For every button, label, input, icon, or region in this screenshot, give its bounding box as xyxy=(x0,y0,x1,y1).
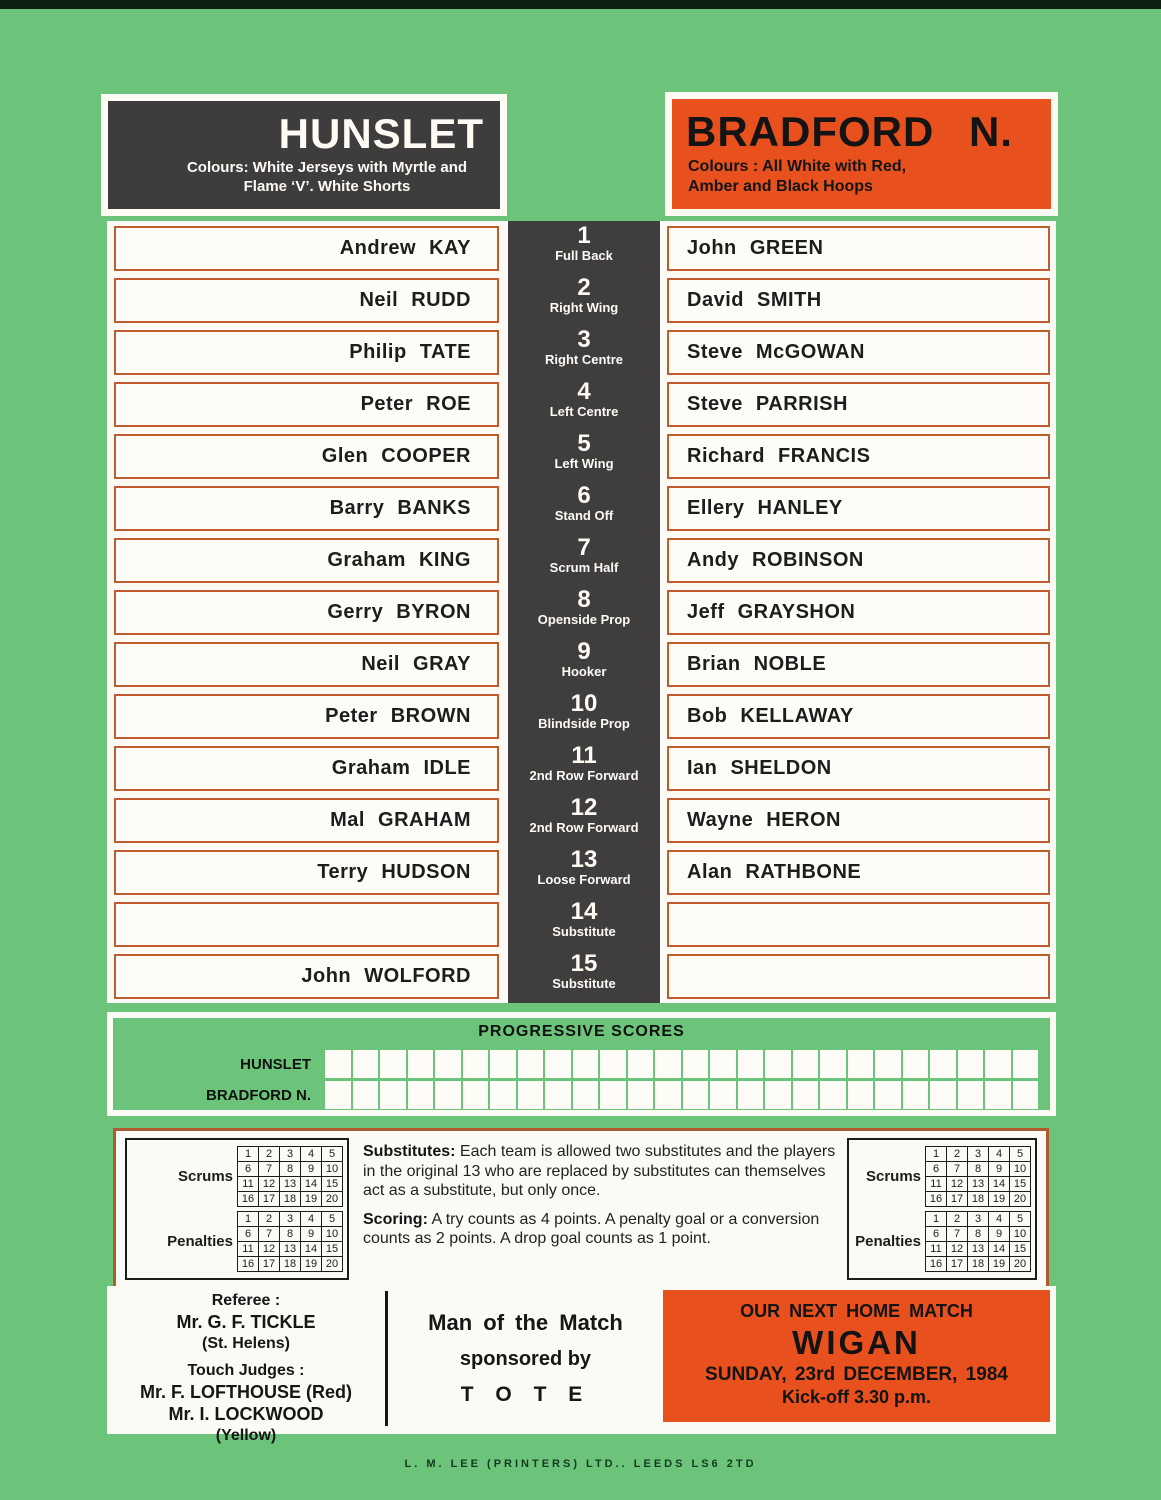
score-cell xyxy=(380,1050,406,1078)
score-cell xyxy=(903,1050,929,1078)
position-label: Blindside Prop xyxy=(538,716,630,731)
position-number: 1 xyxy=(577,222,591,249)
position-label: Right Centre xyxy=(545,352,623,367)
position-number: 11 xyxy=(571,742,597,769)
stat-cell: 12 xyxy=(947,1242,968,1257)
stat-cell: 15 xyxy=(1010,1177,1031,1192)
penalties-group xyxy=(853,1211,1031,1272)
next-match-kickoff: Kick-off 3.30 p.m. xyxy=(781,1387,932,1407)
stat-cell: 5 xyxy=(322,1212,343,1227)
score-cells xyxy=(325,1050,1038,1078)
score-cell xyxy=(765,1081,791,1109)
stat-cell: 1 xyxy=(238,1212,259,1227)
substitutes-rule-label: Substitutes: xyxy=(363,1143,456,1160)
score-cell xyxy=(820,1081,846,1109)
stat-cell: 17 xyxy=(947,1192,968,1207)
page-top-shadow xyxy=(0,0,1161,9)
away-player-box xyxy=(667,954,1050,999)
score-cell xyxy=(325,1081,351,1109)
officials xyxy=(107,1291,385,1446)
score-cell xyxy=(848,1081,874,1109)
away-player-box: Ellery HANLEY xyxy=(667,486,1050,531)
score-cell xyxy=(655,1081,681,1109)
penalties-grid xyxy=(237,1211,343,1272)
position-number: 3 xyxy=(577,326,591,353)
away-player-box xyxy=(667,902,1050,947)
stat-cell: 9 xyxy=(989,1162,1010,1177)
position-label: Full Back xyxy=(555,248,613,263)
stat-cell: 8 xyxy=(968,1227,989,1242)
stat-cell: 19 xyxy=(989,1192,1010,1207)
score-cell xyxy=(573,1081,599,1109)
home-player-box: John WOLFORD xyxy=(114,954,499,999)
stat-cell: 3 xyxy=(280,1147,301,1162)
score-cell xyxy=(793,1050,819,1078)
position-cell xyxy=(508,689,660,741)
stat-cell: 13 xyxy=(968,1177,989,1192)
home-player-box: Graham IDLE xyxy=(114,746,499,791)
stat-cell: 20 xyxy=(1010,1192,1031,1207)
stat-cell: 17 xyxy=(259,1192,280,1207)
substitutes-rule-body: Each team is allowed two substitutes and the players in the original 13 who are replaced by substitutes can themselves act as a substitute, but only once. xyxy=(363,1143,836,1200)
home-player-box: Terry HUDSON xyxy=(114,850,499,895)
stat-cell: 11 xyxy=(238,1177,259,1192)
home-player-box xyxy=(114,902,499,947)
home-player-box: Mal GRAHAM xyxy=(114,798,499,843)
stat-cell: 15 xyxy=(322,1242,343,1257)
stat-cell: 16 xyxy=(238,1257,259,1272)
home-colours-line2: Flame ‘V’. White Shorts xyxy=(243,178,411,195)
home-player-box: Andrew KAY xyxy=(114,226,499,271)
position-cell xyxy=(508,325,660,377)
position-label: Hooker xyxy=(561,664,607,679)
touch-judge-1: Mr. F. LOFTHOUSE (Red) xyxy=(139,1381,352,1402)
stat-cell: 20 xyxy=(322,1257,343,1272)
stat-cell: 5 xyxy=(1010,1212,1031,1227)
score-cell xyxy=(380,1081,406,1109)
penalties-label: Penalties xyxy=(167,1233,233,1250)
stat-cell: 7 xyxy=(947,1227,968,1242)
scrums-group xyxy=(853,1146,1031,1207)
position-label: Left Wing xyxy=(554,456,614,471)
home-players-column xyxy=(114,221,499,1006)
away-player-box: Bob KELLAWAY xyxy=(667,694,1050,739)
next-match-panel xyxy=(663,1290,1050,1422)
position-number: 2 xyxy=(577,274,591,301)
officials-spacer xyxy=(107,1354,385,1361)
score-cell xyxy=(765,1050,791,1078)
scrums-grid xyxy=(925,1146,1031,1207)
scrums-group xyxy=(131,1146,343,1207)
position-cell xyxy=(508,377,660,429)
away-player-box: Steve PARRISH xyxy=(667,382,1050,427)
position-label: Substitute xyxy=(552,924,616,939)
home-player-box: Glen COOPER xyxy=(114,434,499,479)
scrums-label: Scrums xyxy=(177,1168,233,1185)
next-match-date: SUNDAY, 23rd DECEMBER, 1984 xyxy=(705,1364,1008,1385)
position-label: Right Wing xyxy=(549,300,619,315)
referee-label: Referee : xyxy=(211,1292,281,1309)
score-cell xyxy=(545,1081,571,1109)
progressive-scores-panel xyxy=(107,1012,1056,1116)
home-team-name: HUNSLET xyxy=(278,110,484,158)
position-number: 13 xyxy=(570,846,598,873)
away-player-box: Alan RATHBONE xyxy=(667,850,1050,895)
motm-sponsor: T O T E xyxy=(460,1383,591,1406)
position-cell xyxy=(508,481,660,533)
stat-cell: 4 xyxy=(989,1212,1010,1227)
score-cell xyxy=(710,1050,736,1078)
position-number: 7 xyxy=(577,534,591,561)
away-player-box: Andy ROBINSON xyxy=(667,538,1050,583)
position-label: Openside Prop xyxy=(537,612,631,627)
score-cell xyxy=(985,1050,1011,1078)
stat-cell: 20 xyxy=(322,1192,343,1207)
stat-cell: 18 xyxy=(280,1192,301,1207)
position-cell xyxy=(508,429,660,481)
stat-cell: 19 xyxy=(989,1257,1010,1272)
touch-judge-2-colour: (Yellow) xyxy=(215,1426,277,1444)
stat-cell: 12 xyxy=(259,1177,280,1192)
score-cell xyxy=(353,1050,379,1078)
score-cell xyxy=(875,1050,901,1078)
home-player-box: Philip TATE xyxy=(114,330,499,375)
stat-cell: 17 xyxy=(259,1257,280,1272)
score-cell xyxy=(490,1081,516,1109)
referee-name: Mr. G. F. TICKLE xyxy=(176,1312,316,1332)
score-cell xyxy=(985,1081,1011,1109)
position-label: Scrum Half xyxy=(549,560,619,575)
position-cell xyxy=(508,273,660,325)
team-sheet xyxy=(107,221,1056,1003)
stat-cell: 14 xyxy=(301,1242,322,1257)
score-cell xyxy=(408,1081,434,1109)
position-number: 14 xyxy=(570,898,598,925)
next-match-opponent: WIGAN xyxy=(792,1324,921,1361)
score-cell xyxy=(820,1050,846,1078)
stat-cell: 4 xyxy=(301,1147,322,1162)
score-cell xyxy=(875,1081,901,1109)
home-player-box: Graham KING xyxy=(114,538,499,583)
stat-cell: 1 xyxy=(926,1212,947,1227)
score-cell xyxy=(600,1050,626,1078)
position-number: 10 xyxy=(570,690,598,717)
stat-cell: 14 xyxy=(301,1177,322,1192)
stat-cell: 3 xyxy=(968,1212,989,1227)
stat-cell: 18 xyxy=(968,1257,989,1272)
stat-cell: 11 xyxy=(926,1177,947,1192)
stat-cell: 16 xyxy=(926,1257,947,1272)
stat-cell: 15 xyxy=(322,1177,343,1192)
stat-cell: 5 xyxy=(322,1147,343,1162)
penalties-label: Penalties xyxy=(855,1233,921,1250)
score-cell xyxy=(463,1081,489,1109)
stats-box xyxy=(125,1138,349,1280)
score-rows xyxy=(113,1050,1050,1112)
stat-cell: 7 xyxy=(259,1162,280,1177)
score-cell xyxy=(463,1050,489,1078)
away-team-name: BRADFORD N. xyxy=(686,108,1013,155)
away-player-box: Ian SHELDON xyxy=(667,746,1050,791)
stat-cell: 6 xyxy=(238,1227,259,1242)
away-team-header-panel xyxy=(672,99,1051,209)
stat-cell: 13 xyxy=(968,1242,989,1257)
stat-cell: 18 xyxy=(280,1257,301,1272)
stat-cell: 15 xyxy=(1010,1242,1031,1257)
score-cell xyxy=(738,1081,764,1109)
home-player-box: Neil GRAY xyxy=(114,642,499,687)
position-number: 9 xyxy=(577,638,591,665)
away-player-box: Jeff GRAYSHON xyxy=(667,590,1050,635)
stat-cell: 1 xyxy=(926,1147,947,1162)
stat-cell: 2 xyxy=(259,1212,280,1227)
away-player-box: John GREEN xyxy=(667,226,1050,271)
stat-cell: 17 xyxy=(947,1257,968,1272)
score-team-label: HUNSLET xyxy=(240,1055,311,1073)
position-cell xyxy=(508,637,660,689)
stat-cell: 7 xyxy=(947,1162,968,1177)
stat-cell: 3 xyxy=(280,1212,301,1227)
score-cell xyxy=(848,1050,874,1078)
referee-club: (St. Helens) xyxy=(201,1334,290,1352)
score-row xyxy=(113,1050,1038,1078)
score-cell xyxy=(325,1050,351,1078)
score-cell xyxy=(683,1050,709,1078)
position-cell xyxy=(508,897,660,949)
score-team-label: BRADFORD N. xyxy=(206,1086,311,1104)
stat-cell: 2 xyxy=(259,1147,280,1162)
man-of-the-match xyxy=(388,1286,663,1407)
stat-cell: 4 xyxy=(301,1212,322,1227)
rules-text xyxy=(363,1142,843,1258)
stat-cell: 6 xyxy=(238,1162,259,1177)
stat-cell: 8 xyxy=(280,1162,301,1177)
away-colours-line2: Amber and Black Hoops xyxy=(688,178,873,195)
score-cell xyxy=(930,1050,956,1078)
score-cell xyxy=(435,1050,461,1078)
away-player-box: Wayne HERON xyxy=(667,798,1050,843)
stat-cell: 8 xyxy=(280,1227,301,1242)
score-cell xyxy=(958,1050,984,1078)
stat-cell: 12 xyxy=(259,1242,280,1257)
stat-cell: 8 xyxy=(968,1162,989,1177)
position-cell xyxy=(508,793,660,845)
stat-cell: 11 xyxy=(238,1242,259,1257)
score-cell xyxy=(490,1050,516,1078)
position-cell xyxy=(508,949,660,1001)
stat-cell: 5 xyxy=(1010,1147,1031,1162)
position-cell xyxy=(508,221,660,273)
stat-cell: 10 xyxy=(1010,1227,1031,1242)
scrums-grid xyxy=(237,1146,343,1207)
home-team-colours xyxy=(108,159,500,197)
stat-cell: 12 xyxy=(947,1177,968,1192)
position-label: Substitute xyxy=(552,976,616,991)
position-number: 6 xyxy=(577,482,591,509)
score-cell xyxy=(628,1081,654,1109)
scoring-rule-body: A try counts as 4 points. A penalty goal or a conversion counts as 2 points. A drop goal counts as 1 point. xyxy=(363,1210,820,1248)
home-team-header-panel xyxy=(108,101,500,209)
position-label: 2nd Row Forward xyxy=(529,820,639,835)
positions-column xyxy=(508,221,660,1003)
stat-cell: 20 xyxy=(1010,1257,1031,1272)
touch-judges-label: Touch Judges : xyxy=(187,1361,305,1379)
score-cell xyxy=(738,1050,764,1078)
position-number: 12 xyxy=(570,794,598,821)
stat-cell: 19 xyxy=(301,1192,322,1207)
penalties-group xyxy=(131,1211,343,1272)
score-cell xyxy=(435,1081,461,1109)
stat-cell: 3 xyxy=(968,1147,989,1162)
position-cell xyxy=(508,845,660,897)
stat-cell: 13 xyxy=(280,1177,301,1192)
score-cell xyxy=(1013,1050,1039,1078)
away-team-header xyxy=(665,92,1058,216)
home-player-box: Peter BROWN xyxy=(114,694,499,739)
away-players-column xyxy=(667,221,1050,1006)
stat-cell: 7 xyxy=(259,1227,280,1242)
score-cell xyxy=(683,1081,709,1109)
score-cell xyxy=(1013,1081,1039,1109)
position-number: 8 xyxy=(577,586,591,613)
home-team-header xyxy=(101,94,507,216)
stats-box xyxy=(847,1138,1037,1280)
position-label: Stand Off xyxy=(554,508,614,523)
position-cell xyxy=(508,533,660,585)
stat-cell: 9 xyxy=(989,1227,1010,1242)
home-player-box: Barry BANKS xyxy=(114,486,499,531)
home-player-box: Neil RUDD xyxy=(114,278,499,323)
score-cell xyxy=(518,1081,544,1109)
away-team-colours xyxy=(672,157,1051,197)
stat-cell: 19 xyxy=(301,1257,322,1272)
score-cell xyxy=(793,1081,819,1109)
substitutes-rule xyxy=(363,1142,843,1201)
score-cell xyxy=(930,1081,956,1109)
stat-cell: 10 xyxy=(1010,1162,1031,1177)
motm-line2: sponsored by xyxy=(459,1348,592,1370)
score-cells xyxy=(325,1081,1038,1109)
score-row xyxy=(113,1081,1038,1109)
position-number: 5 xyxy=(577,430,591,457)
stat-cell: 9 xyxy=(301,1227,322,1242)
position-label: Loose Forward xyxy=(537,872,631,887)
stat-cell: 18 xyxy=(968,1192,989,1207)
stat-cell: 11 xyxy=(926,1242,947,1257)
scoring-rule xyxy=(363,1210,843,1249)
position-number: 15 xyxy=(570,950,598,977)
stat-cell: 6 xyxy=(926,1227,947,1242)
stat-cell: 16 xyxy=(926,1192,947,1207)
rules-panel xyxy=(113,1128,1049,1289)
score-cell xyxy=(903,1081,929,1109)
footer-panel xyxy=(107,1286,1056,1444)
score-cell xyxy=(710,1081,736,1109)
away-player-box: Steve McGOWAN xyxy=(667,330,1050,375)
score-cell xyxy=(545,1050,571,1078)
score-cell xyxy=(600,1081,626,1109)
away-player-box: Brian NOBLE xyxy=(667,642,1050,687)
next-match-title: OUR NEXT HOME MATCH xyxy=(740,1301,973,1321)
home-player-box: Peter ROE xyxy=(114,382,499,427)
progressive-scores-title: PROGRESSIVE SCORES xyxy=(478,1023,685,1040)
home-colours-line1: Colours: White Jerseys with Myrtle and xyxy=(186,159,468,177)
stat-cell: 9 xyxy=(301,1162,322,1177)
stat-cell: 10 xyxy=(322,1162,343,1177)
stat-cell: 10 xyxy=(322,1227,343,1242)
position-number: 4 xyxy=(577,378,591,405)
stat-cell: 2 xyxy=(947,1147,968,1162)
score-cell xyxy=(353,1081,379,1109)
position-cell xyxy=(508,585,660,637)
score-cell xyxy=(958,1081,984,1109)
position-label: Left Centre xyxy=(549,404,619,419)
scoring-rule-label: Scoring: xyxy=(363,1210,428,1228)
home-player-box: Gerry BYRON xyxy=(114,590,499,635)
stat-cell: 16 xyxy=(238,1192,259,1207)
away-player-box: Richard FRANCIS xyxy=(667,434,1050,479)
score-cell xyxy=(518,1050,544,1078)
scrums-label: Scrums xyxy=(865,1168,921,1185)
away-player-box: David SMITH xyxy=(667,278,1050,323)
stat-cell: 1 xyxy=(238,1147,259,1162)
score-cell xyxy=(628,1050,654,1078)
stat-cell: 2 xyxy=(947,1212,968,1227)
score-cell xyxy=(655,1050,681,1078)
penalties-grid xyxy=(925,1211,1031,1272)
score-cell xyxy=(408,1050,434,1078)
stat-cell: 13 xyxy=(280,1242,301,1257)
stat-cell: 14 xyxy=(989,1177,1010,1192)
printer-credit: L. M. LEE (PRINTERS) LTD.. LEEDS LS6 2TD xyxy=(404,1458,757,1470)
position-label: 2nd Row Forward xyxy=(529,768,639,783)
stat-cell: 6 xyxy=(926,1162,947,1177)
motm-line1: Man of the Match xyxy=(428,1310,623,1335)
stat-cell: 4 xyxy=(989,1147,1010,1162)
touch-judge-2: Mr. I. LOCKWOOD xyxy=(168,1404,324,1424)
position-cell xyxy=(508,741,660,793)
stat-cell: 14 xyxy=(989,1242,1010,1257)
away-colours-line1: Colours : All White with Red, xyxy=(688,158,907,175)
score-cell xyxy=(573,1050,599,1078)
